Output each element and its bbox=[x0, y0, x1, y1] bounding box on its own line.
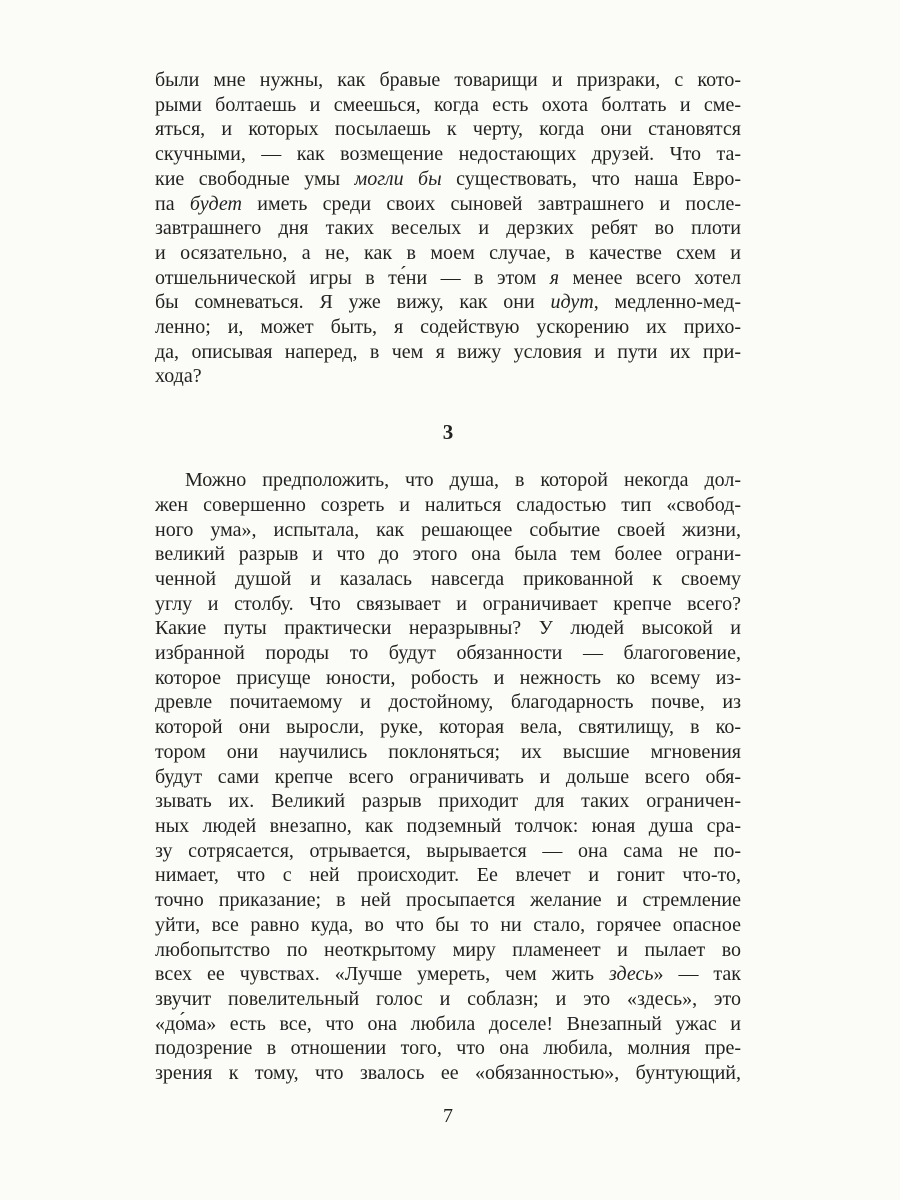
paragraph-continuation bbox=[155, 68, 741, 389]
text-line: яться, и которых посылаешь к черту, когда они становятся bbox=[155, 118, 741, 141]
text-line: тором они научились поклоняться; их высшие мгновения bbox=[155, 740, 741, 763]
text-line: древле почитаемому и достойному, благодарность почве, из bbox=[155, 691, 741, 714]
text-line: кие свободные умы могли бы существовать, что наша Евро- bbox=[155, 167, 741, 190]
text-line: которое присуще юности, робость и нежность ко всему из- bbox=[155, 666, 741, 689]
paragraph-section-3 bbox=[155, 468, 741, 1086]
text-line: «до́ма» есть все, что она любила доселе! Внезапный ужас и bbox=[155, 1012, 741, 1035]
emphasized-text: я bbox=[549, 266, 560, 289]
text-block bbox=[155, 68, 741, 1086]
text-line: будут сами крепче всего ограничивать и дольше всего обя- bbox=[155, 765, 741, 788]
text-line: зрения к тому, что звалось ее «обязанностью», бунтующий, bbox=[155, 1062, 741, 1085]
text-line: скучными, — как возмещение недостающих друзей. Что та- bbox=[155, 143, 741, 166]
text-line: нимает, что с ней происходит. Ее влечет и гонит что-то, bbox=[155, 864, 741, 887]
text-line: и осязательно, а не, как в моем случае, в качестве схем и bbox=[155, 241, 741, 264]
text-line: Какие путы практически неразрывны? У людей высокой и bbox=[155, 617, 741, 640]
section-heading: 3 bbox=[442, 420, 454, 445]
text-line: подозрение в отношении того, что она любила, молния пре- bbox=[155, 1037, 741, 1060]
text-line: великий разрыв и что до этого она была тем более ограни- bbox=[155, 543, 741, 566]
text-line: жен совершенно созреть и налиться сладостью тип «свобод- bbox=[155, 493, 741, 516]
emphasized-text: будет bbox=[189, 192, 242, 215]
emphasized-text: здесь bbox=[609, 963, 654, 986]
text-line: которой они выросли, руке, которая вела, святилищу, в ко- bbox=[155, 716, 741, 739]
emphasized-text: могли бы bbox=[354, 167, 442, 190]
text-line: были мне нужны, как бравые товарищи и призраки, с кото- bbox=[155, 69, 741, 91]
text-line: ных людей внезапно, как подземный толчок: юная душа сра- bbox=[155, 814, 741, 837]
emphasized-text: идут bbox=[550, 291, 594, 314]
text-line: уйти, все равно куда, во что бы то ни стало, горячее опасное bbox=[155, 913, 741, 936]
text-line: точно приказание; в ней просыпается желание и стремление bbox=[155, 889, 741, 912]
text-line: углу и столбу. Что связывает и ограничивает крепче всего? bbox=[155, 592, 741, 615]
text-line: любопытство по неоткрытому миру пламенеет и пылает во bbox=[155, 938, 741, 961]
text-line: отшельнической игры в те́ни — в этом я менее всего хотел bbox=[155, 266, 741, 289]
text-line: всех ее чувствах. «Лучше умереть, чем жить здесь» — так bbox=[155, 963, 742, 986]
text-line: ченной душой и казалась навсегда прикованной к своему bbox=[155, 567, 741, 590]
text-line: Можно предположить, что душа, в которой некогда дол- bbox=[185, 469, 741, 492]
text-line: избранной породы то будут обязанности — благоговение, bbox=[155, 642, 741, 665]
text-line: ного ума», испытала, как решающее событие своей жизни, bbox=[155, 518, 741, 541]
text-line: хода? bbox=[155, 365, 202, 388]
text-line: ленно; и, может быть, я содействую ускорению их прихо- bbox=[155, 316, 741, 339]
text-line: звучит повелительный голос и соблазн; и это «здесь», это bbox=[155, 987, 741, 1010]
text-line: рыми болтаешь и смеешься, когда есть охота болтать и сме- bbox=[155, 93, 741, 116]
text-line: да, описывая наперед, в чем я вижу условия и пути их при- bbox=[155, 340, 741, 363]
text-line: зывать их. Великий разрыв приходит для таких ограничен- bbox=[155, 790, 741, 813]
text-line: па будет иметь среди своих сыновей завтрашнего и после- bbox=[155, 192, 741, 215]
page-number: 7 bbox=[443, 1105, 453, 1127]
text-line: завтрашнего дня таких веселых и дерзких ребят во плоти bbox=[155, 217, 741, 240]
text-line: бы сомневаться. Я уже вижу, как они идут, медленно-мед- bbox=[155, 291, 741, 314]
text-line: зу сотрясается, отрывается, вырывается — она сама не по- bbox=[155, 839, 741, 862]
